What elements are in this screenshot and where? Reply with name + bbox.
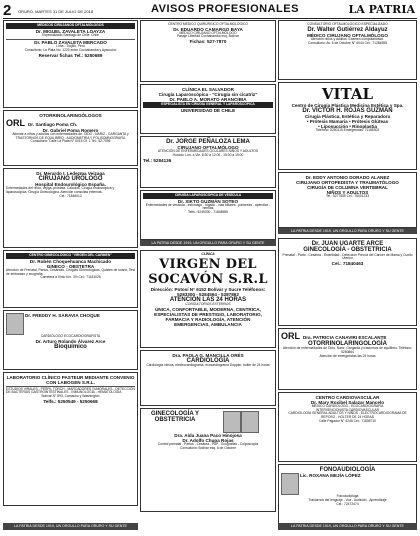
ad-clinica-virgen-del-socavon bbox=[140, 250, 276, 348]
footer-strip: LA PATRIA DESDE 1919, UN ORGULLO PARA ORURO Y SU GENTE bbox=[278, 228, 417, 234]
ad-gynecology-obstetrics bbox=[140, 408, 276, 512]
phone: Teléfono: 5250115 Emergencias: 71185303 bbox=[315, 128, 380, 133]
service-line: • Liposucción • Rinoplastia bbox=[318, 124, 377, 130]
specialty: CIRUJANO ORTOPEDISTA Y TRAUMATÓLOGO bbox=[296, 180, 399, 186]
doctor-name: Dr. Mary Roxibel Salazar Mancelo bbox=[310, 400, 385, 406]
ad-laboratory bbox=[3, 372, 138, 506]
ad-heading: CENTRO CARDIOVASCULAR bbox=[315, 395, 380, 400]
ad-eye-surgery-center bbox=[140, 20, 276, 82]
doctor-name: Dr. Adolfo Chupa Rojas bbox=[182, 438, 234, 444]
feature-line: ESPECIALISTAS DE PRESTIGIO, LABORATORIO, bbox=[154, 311, 262, 317]
hospital-name: Hospital Endourológico España. bbox=[35, 182, 106, 188]
footer-strip: LA PATRIA DESDE 1919, UN ORGULLO PARA ORURO Y SU GENTE bbox=[3, 523, 138, 530]
newspaper-brand: LA PATRIA bbox=[348, 3, 415, 16]
page-header bbox=[3, 2, 417, 19]
specialty: MÉDICO CIRUJANO OFTALMÓLOGO bbox=[307, 32, 388, 38]
specialty: INTERVENCIONISTA CARDIOVASCULAR bbox=[315, 407, 380, 412]
doctor-name: Dr. Arturo Rolando Álvarez Arce bbox=[35, 338, 106, 344]
column-left bbox=[3, 20, 138, 530]
ad-orl-canaviri bbox=[278, 328, 417, 390]
ad-text: ESTUDIOS VIRALES - PERFIL TORCH - MARCADORES TUMORALES - DETECCIÓN DE BACTERIAS GASTROINTESTINALES - INMUNOLOGÍA - HEMATOLOGÍA bbox=[6, 386, 135, 395]
doctor-name: Dr. XIKTO GUZMÁN SOTEO bbox=[177, 198, 239, 204]
hours: Horario: Lun. a Vie. 8:30 a 12:00 - 15:00 a 19:00 bbox=[172, 153, 244, 158]
address: Dirección: Potosí N° 6152 Bolívar y Sucre Teléfonos: 5283300 - 5284564 - 5287862 bbox=[150, 286, 266, 297]
ad-otorhino bbox=[3, 110, 138, 166]
phone: Cel.: 72472474 bbox=[336, 501, 359, 506]
specialty: Cirugía Laparoscópica - "Cirugía sin cicatriz" bbox=[158, 92, 258, 98]
clinic-label: CLÍNICA bbox=[201, 252, 215, 256]
doctor-name: Dr. PABLO ZAVALETA MERCADO bbox=[34, 40, 107, 46]
phone: Reservar fichas Tel.: 5250689 bbox=[38, 52, 103, 58]
doctor-photo bbox=[241, 411, 259, 433]
ad-heading: FONOAUDIOLOGÍA bbox=[319, 467, 376, 473]
doctor-name: Dr. Gabriel Poma Romero bbox=[42, 128, 99, 134]
phone: Cel.: 71840463 bbox=[331, 260, 364, 266]
ad-gynecology-ugarte bbox=[278, 238, 417, 326]
specialty: CIRUGÍA DE COLUMNA VERTEBRAL bbox=[307, 185, 388, 191]
vital-logo-icon: VITAL bbox=[321, 85, 374, 103]
ad-heading: CIRUGÍA LAPAROSCÓPICA DE VESÍCULA bbox=[143, 193, 273, 199]
ad-text: CARDIOLOGÍA GENERAL ADULTOS Y NIÑOS - ELECTROCARDIOGRAMA DE REPOSO - HOLTER DE 24 HORAS bbox=[288, 411, 407, 420]
specialty: GINECOLOGÍA - OBSTETRICIA bbox=[303, 247, 392, 254]
emergency-note: Atención de emergencias las 24 horas bbox=[319, 353, 376, 358]
ad-cardiology bbox=[3, 310, 138, 370]
service-line: • Prótesis Mamaria • Prótesis Glúteas bbox=[306, 119, 389, 125]
attention-hours: ATENCIÓN LAS 24 HORAS bbox=[169, 296, 247, 303]
doctor-name: Dra. Aída Juana Paco Hinojosa bbox=[174, 433, 242, 438]
ad-heading: CONSULTORIO OFTALMOLÓGICO ESPECIALIZADO bbox=[307, 22, 388, 26]
ad-text: Cardiología clínica, electrocardiograma, ecocardiograma Doppler, holter de 24 horas bbox=[146, 363, 270, 368]
ad-orthopedist bbox=[278, 172, 417, 228]
orl-logo-icon: ORL bbox=[6, 118, 25, 129]
specialty: CIRUJANO OFTALMÓLOGO bbox=[177, 145, 239, 151]
clinic-name: VIRGEN DEL SOCAVÓN S.R.L bbox=[148, 256, 268, 287]
ad-text: Atención de Prenatal, Partos, Cesáreas, Cirugías Ginecológicas, Quistes de ovario, Test de embarazo y ecografía. bbox=[6, 267, 135, 276]
clinic-name: CLÍNICA EL SALVADOR bbox=[182, 87, 234, 92]
ad-heading: LABORATORIO CLÍNICO PASTEUR MEDIANTE CONVENIO CON LABOGEN S.R.L. bbox=[6, 375, 135, 386]
phone: Tel.: 5284136 bbox=[143, 157, 172, 163]
footer-strip: LA PATRIA DESDE 1919, UN ORGULLO PARA ORURO Y SU GENTE bbox=[140, 240, 276, 246]
feature-line: FARMACIA Y RADIOLOGÍA, ATENCIÓN bbox=[165, 316, 251, 322]
doctor-name: Dr. PABLO A. MORATO ARANCIBIA bbox=[169, 97, 247, 103]
page-number: 2 bbox=[3, 2, 12, 19]
ad-cardiology-mancilla bbox=[140, 350, 276, 406]
doctor-detail: ESPECIALISTA EN CIRUGÍA GENERAL Y LAPAROSCÓPICA bbox=[143, 102, 273, 108]
doctor-name: Dr. Merardo I. Ledezma Veizaga bbox=[36, 171, 105, 176]
doctor-name: Dr. FREDDY H. SARAVIA CHOQUE bbox=[24, 313, 100, 318]
doctor-photo bbox=[6, 313, 24, 335]
ad-text: Enfermedades del riñón, vejiga, próstata. Cálculos. Cirugía endoscópica y laparoscópica. Cirugía Ginecológica. Atención consultas externas. bbox=[6, 186, 115, 195]
ad-text: Prenatal - Parto - Cesárea - Esterilidad - Detección Precoz del Cáncer de Mama y Cuello Uterino bbox=[282, 252, 413, 261]
phone: Calle Pagador N° 4245 Cel.: 71808710 bbox=[318, 418, 377, 423]
ad-el-salvador-clinic bbox=[140, 84, 276, 134]
ad-speech-therapy bbox=[278, 464, 417, 526]
doctor-name: Dr. EDDY ANTONIO DORADO ALANEZ bbox=[305, 175, 390, 180]
phone: Telfs.: 5245300 - 71848955 bbox=[188, 210, 228, 215]
ad-text: Control prenatal - Partos - Cesárea - PAP - Ecografías - Colposcopía bbox=[157, 442, 259, 447]
ad-text: ATENCIÓN DE ENFERMEDADES OCULARES NIÑOS Y ADULTOS bbox=[157, 149, 259, 154]
phone: Fichas: 527-7870 bbox=[189, 39, 227, 45]
ad-cardiovascular-center bbox=[278, 392, 417, 462]
phone: Tel.: 5277555 Cel.: 76001233 bbox=[325, 194, 370, 199]
doctor-name: Dra. PAOLA G. MANCILLA ORÉS bbox=[172, 353, 244, 358]
ad-heading: MÉDICOS CIRUJANOS OFTALMÓLOGOS bbox=[6, 23, 135, 29]
ad-heading: CENTRO MÉDICO QUIRÚRGICO OFTALMOLÓGICO bbox=[168, 22, 248, 26]
ad-text: Atención de enfermedades de Oído, Nariz, Garganta y trastornos de equilibrio. Teléfono: 5250864 bbox=[282, 346, 413, 354]
phone: Cel.: 71846013 bbox=[59, 193, 82, 198]
specialty: NIÑOS Y ADULTOS bbox=[326, 190, 369, 196]
specialty: GINECO - OBSTETRA bbox=[46, 263, 95, 269]
phone: Telfs.: 5250549 - 5250668 bbox=[43, 398, 98, 404]
specialty: GINECOLOGÍA Y OBSTETRICIA bbox=[150, 411, 199, 424]
column-middle bbox=[140, 20, 276, 530]
doctor-name: Lic. ROXANA MEJÍA LÓPEZ bbox=[299, 473, 361, 479]
ad-text: Enfermedades de vesícula - estómago - hígado - vías biliares - páncreas - apéndice - hernias bbox=[145, 202, 271, 211]
doctor-name: Dr. JUAN UGARTE ARCE bbox=[311, 241, 384, 247]
issue-date: ORURO, MARTES 31 DE JULIO DE 2018 bbox=[18, 9, 94, 14]
doctor-name: Dra. PATRICIA CANAVIRI ESCALANTE bbox=[302, 335, 387, 340]
specialty: MÉDICO CARDIÓLOGO - ECOCARDIOGRAFÍA bbox=[311, 404, 384, 409]
ad-text: Atención niños y adultos. Examen computarizado. bbox=[310, 37, 385, 42]
doctor-name: Dr. EDUARDO CAMARGO BAYA bbox=[173, 26, 243, 32]
specialty: Bioquímico bbox=[54, 343, 87, 350]
specialty: CARDIOLOGÍA bbox=[186, 358, 230, 365]
specialty: Fonoaudióloga bbox=[336, 494, 359, 499]
specialty: MÉDICO CIRUJANO OFTALMÓLOGO bbox=[179, 30, 237, 35]
ad-gynecology-center bbox=[3, 250, 138, 308]
ad-ophthalmologist-penaloza bbox=[140, 136, 276, 188]
doctor-name: Dr. Walter Gutiérrez Aldayuz bbox=[307, 26, 388, 33]
specialty: Cirugía Plástica, Estética y Reparadora bbox=[304, 114, 391, 120]
specialty: CARDIÓLOGO ECOCARDIOGRAFISTA bbox=[40, 334, 101, 338]
doctor-name: Dr. Rubén Choquehuanca Machicado bbox=[29, 258, 112, 264]
doctor-photo bbox=[281, 473, 299, 495]
ad-text: Trastornos del lenguaje - Voz - Audición - Aprendizaje bbox=[308, 497, 387, 502]
section-title: AVISOS PROFESIONALES bbox=[151, 3, 299, 15]
specialty: OTORRINOLARINGOLOGÍA bbox=[308, 341, 387, 347]
ad-laparoscopy bbox=[140, 190, 276, 240]
ad-vital-plastic-surgery bbox=[278, 82, 417, 170]
address: Pasaje Libertad Cochabamba esq. Bolívar bbox=[177, 34, 239, 39]
feature-line: ÚNICA, CONFORTABLE, MODERNA, CENTRICA, bbox=[155, 306, 261, 312]
specialty: CIRUJANO URÓLOGO bbox=[38, 176, 103, 183]
orl-logo-icon: ORL bbox=[281, 331, 300, 341]
ad-ophthalmology-gutierrez bbox=[278, 20, 417, 80]
phone: Carretera a Vinto Km. 3½ Cel.: 71181025 bbox=[40, 275, 101, 280]
doctor-detail: Lima - Trujillo, Perú bbox=[56, 44, 85, 49]
address: Bolívar N° 893, Camacho y Washington bbox=[41, 394, 100, 399]
doctor-photo bbox=[223, 411, 241, 433]
footer-strip: LA PATRIA DESDE 1919, UN ORGULLO PARA ORURO Y SU GENTE bbox=[278, 523, 417, 530]
ad-text: Atiende a niños y adultos con enfermedades de: OÍDO - NARIZ - GARGANTA y TRASTORNOS DE EQUILIBRIO - AUDIOMETRÍA Y POLISOMNOGRAFÍA bbox=[12, 132, 129, 140]
phone: Consultorio: Calle La Plata N° 6015 Of. 1 Tel.: 52-7096 bbox=[30, 139, 111, 144]
address: Consultorio: Bolívar esq. 6 de Octubre bbox=[180, 445, 236, 450]
ad-ophthalmologists bbox=[3, 20, 138, 108]
doctor-detail: Especializado Santiago de Chile, Chile bbox=[42, 32, 99, 37]
doctor-name: Dr. VÍCTOR H. ROJAS GUZMÁN bbox=[302, 108, 393, 115]
university: UNIVERSIDAD DE CHILE bbox=[180, 107, 236, 113]
doctor-name: Dr. Santiago Poma Ch. bbox=[27, 122, 78, 128]
doctor-name: Dr. MIGUEL ZAVALETA LOAYZA bbox=[35, 28, 106, 34]
column-right bbox=[278, 20, 417, 530]
address: Consultorio: La Plata No. 1220 entre Cochabamba y Ayacucho bbox=[24, 47, 117, 52]
doctor-name: Dr. JORGE PEÑALOZA LEMA bbox=[166, 139, 250, 145]
phone: Consultorio: Av. 6 de Octubre N° 6044 Cel.: 71284555 bbox=[308, 40, 387, 45]
feature-line: EMERGENCIAS, AMBULANCIA bbox=[174, 321, 242, 327]
ad-urologist bbox=[3, 168, 138, 248]
ad-heading: OTORRINOLARINGÓLOGOS bbox=[39, 113, 102, 118]
ad-heading: Centro de Cirugía Plástica Medicina Estética y Spa. bbox=[291, 103, 404, 108]
ad-heading: CENTRO GINECOLÓGICO "VIRGEN DEL CARMEN" bbox=[6, 253, 135, 259]
side-label: CONSULTORIOS EXTERNOS bbox=[185, 302, 231, 307]
